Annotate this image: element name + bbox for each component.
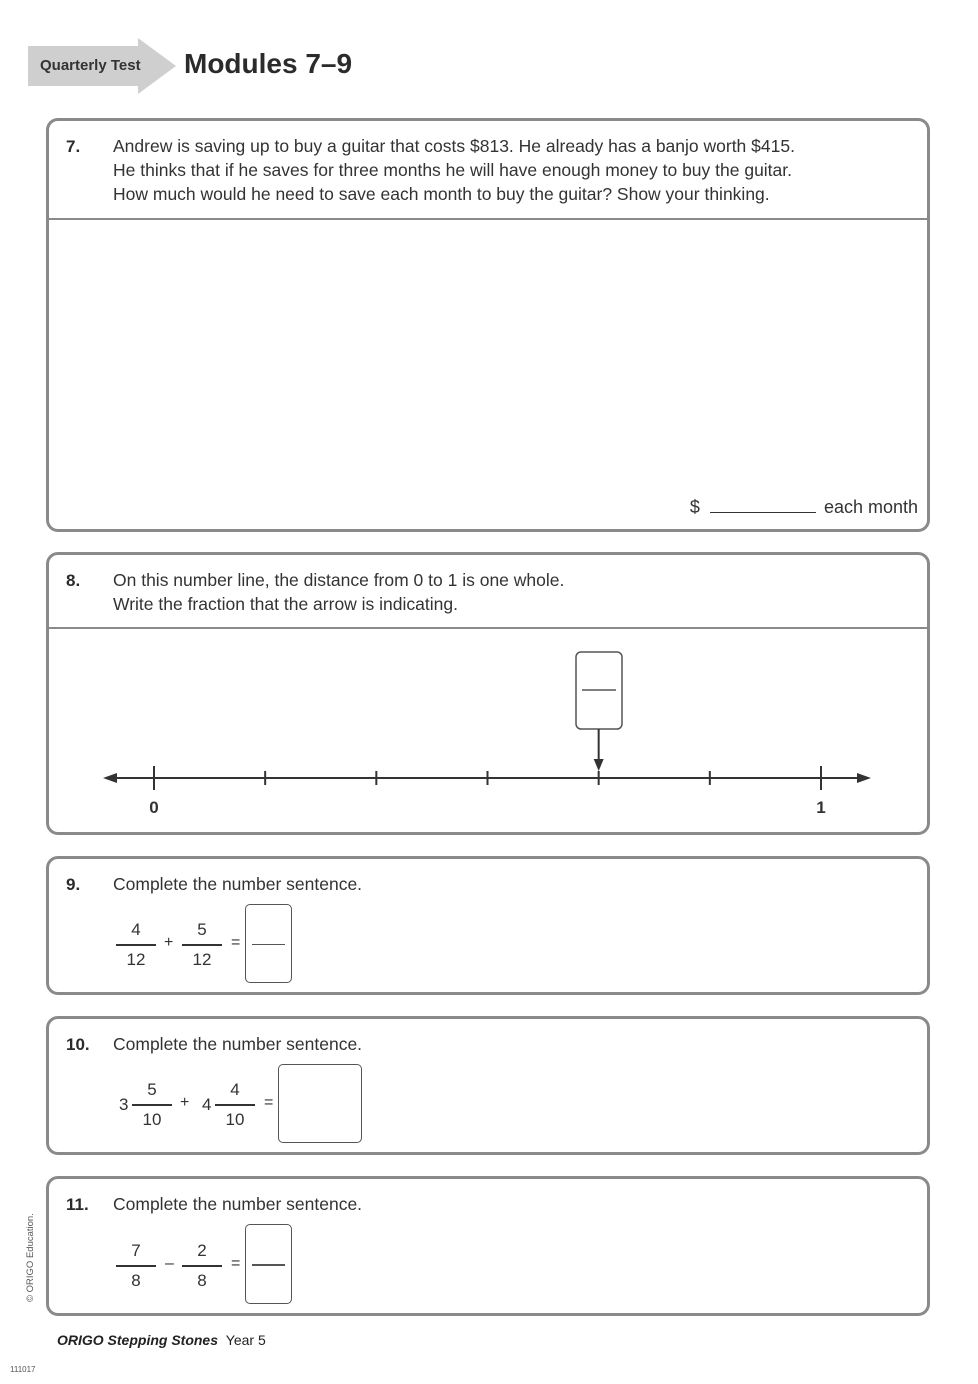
question-number: 7. — [66, 137, 81, 156]
left-arrowhead — [103, 773, 117, 783]
currency-symbol: $ — [689, 497, 700, 517]
numerator: 5 — [197, 920, 207, 939]
fraction — [132, 1080, 172, 1132]
product-code: 111017 — [10, 1365, 36, 1374]
denominator: 8 — [197, 1270, 207, 1290]
numerator: 5 — [147, 1080, 157, 1099]
fraction — [116, 1241, 156, 1293]
equals-sign: = — [264, 1094, 274, 1111]
question-line: He thinks that if he saves for three months he will have enough money to buy the guitar. — [113, 160, 793, 180]
question-line: Write the fraction that the arrow is indicating. — [113, 594, 458, 614]
question-9-card — [46, 856, 930, 995]
copyright-notice: © ORIGO Education. — [25, 1213, 36, 1302]
numerator: 4 — [131, 920, 141, 939]
operator: + — [164, 934, 174, 951]
denominator: 10 — [142, 1109, 162, 1129]
section-tag — [28, 38, 176, 94]
end-label: 1 — [816, 798, 826, 817]
fraction-bar — [116, 1265, 156, 1267]
answer-line — [690, 497, 918, 518]
fraction-answer-box[interactable] — [245, 904, 292, 983]
question-number: 9. — [66, 875, 81, 894]
answer-suffix: each month — [823, 497, 918, 517]
question-number: 11. — [66, 1195, 89, 1214]
question-8-card — [46, 552, 930, 835]
fraction — [116, 920, 156, 972]
fraction — [182, 1241, 222, 1293]
fraction-bar — [252, 1264, 285, 1266]
page-title: Modules 7–9 — [184, 48, 353, 79]
denominator: 12 — [192, 949, 212, 969]
question-line: Andrew is saving up to buy a guitar that costs $813. He already has a banjo worth $415. — [113, 136, 795, 156]
answer-box[interactable] — [278, 1064, 362, 1143]
fraction-bar — [132, 1104, 172, 1106]
tag-label: Quarterly Test — [40, 57, 141, 74]
question-number: 8. — [66, 571, 81, 590]
divider — [49, 218, 927, 220]
denominator: 8 — [131, 1270, 141, 1290]
fraction-bar — [182, 944, 222, 946]
right-arrowhead — [857, 773, 871, 783]
fraction-bar — [215, 1104, 255, 1106]
fraction — [215, 1080, 255, 1132]
fraction — [182, 920, 222, 972]
fraction-bar — [116, 944, 156, 946]
answer-blank[interactable] — [710, 498, 816, 513]
numerator: 2 — [197, 1241, 207, 1260]
question-text: Complete the number sentence. — [113, 1194, 363, 1214]
denominator: 12 — [126, 949, 146, 969]
question-line: On this number line, the distance from 0 to 1 is one whole. — [113, 570, 565, 590]
question-10-card — [46, 1016, 930, 1155]
fraction-bar — [252, 944, 285, 946]
year-label: Year 5 — [225, 1332, 266, 1348]
operator: + — [180, 1094, 190, 1111]
footer-brand — [57, 1332, 266, 1348]
operator: – — [165, 1255, 174, 1272]
question-text — [113, 134, 795, 206]
equals-sign: = — [231, 934, 241, 951]
question-text — [113, 568, 564, 616]
equals-sign: = — [231, 1255, 241, 1272]
denominator: 10 — [225, 1109, 245, 1129]
question-text: Complete the number sentence. — [113, 1034, 363, 1054]
work-area[interactable] — [49, 221, 927, 491]
numerator: 7 — [131, 1241, 141, 1260]
whole-number: 4 — [202, 1095, 212, 1114]
whole-number: 3 — [119, 1095, 129, 1114]
fraction-answer-box[interactable] — [245, 1224, 292, 1304]
number-line-diagram — [49, 629, 927, 829]
start-label: 0 — [149, 798, 159, 817]
brand-name: ORIGO Stepping Stones — [57, 1332, 219, 1348]
fraction-bar — [182, 1265, 222, 1267]
numerator: 4 — [230, 1080, 240, 1099]
question-number: 10. — [66, 1035, 90, 1054]
question-11-card — [46, 1176, 930, 1316]
question-text: Complete the number sentence. — [113, 874, 363, 894]
pointer-arrowhead — [594, 759, 604, 771]
question-7-card — [46, 118, 930, 532]
question-line: How much would he need to save each month to buy the guitar? Show your thinking. — [113, 184, 770, 204]
